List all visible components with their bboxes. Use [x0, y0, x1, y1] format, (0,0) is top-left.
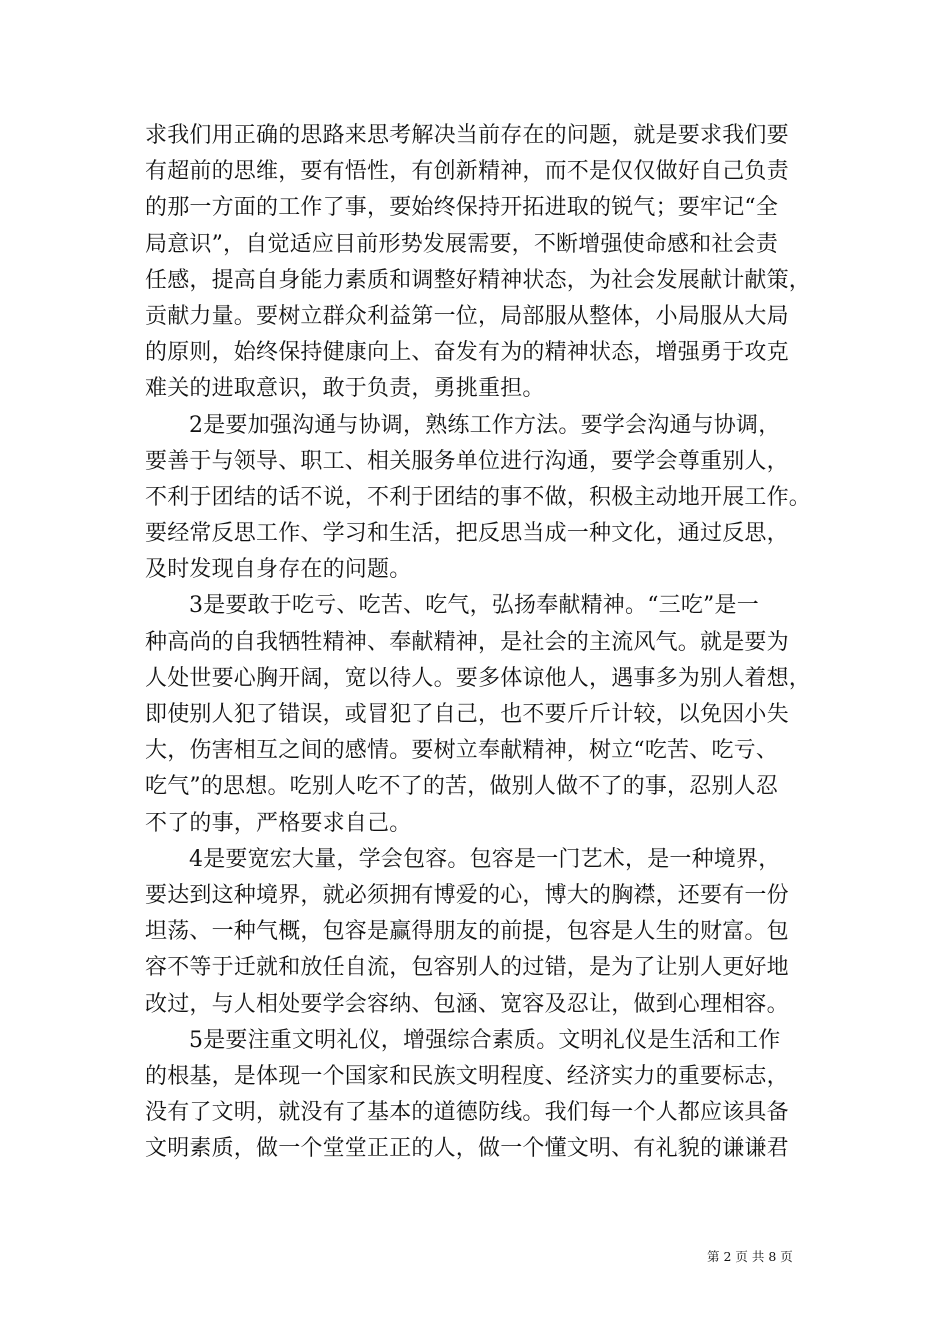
text-line: 没有了文明，就没有了基本的道德防线。我们每一个人都应该具备: [145, 1100, 789, 1126]
text-line: 不了的事，严格要求自己。: [145, 810, 412, 836]
text-line: 要经常反思工作、学习和生活，把反思当成一种文化，通过反思，: [145, 521, 789, 547]
text-line: 的那一方面的工作了事，要始终保持开拓进取的锐气；要牢记“全: [145, 195, 779, 221]
text-line: 文明素质，做一个堂堂正正的人，做一个懂文明、有礼貌的谦谦君: [145, 1136, 789, 1162]
text-line: 贡献力量。要树立群众利益第一位，局部服从整体，小局服从大局: [145, 303, 789, 329]
text-line: 大，伤害相互之间的感情。要树立奉献精神，树立“吃苦、吃亏、: [145, 738, 779, 764]
text-line: 难关的进取意识，敢于负责，勇挑重担。: [145, 376, 545, 402]
text-line: 人处世要心胸开阔，宽以待人。要多体谅他人，遇事多为别人着想，: [145, 665, 812, 691]
document-body: [145, 118, 812, 1167]
text-line: 及时发现自身存在的问题。: [145, 557, 412, 583]
paragraph-start-line: 4是要宽宏大量，学会包容。包容是一门艺术，是一种境界，: [189, 846, 781, 872]
text-line: 要善于与领导、职工、相关服务单位进行沟通，要学会尊重别人，: [145, 448, 789, 474]
text-line: 任感，提高自身能力素质和调整好精神状态，为社会发展献计献策，: [145, 267, 812, 293]
text-line: 有超前的思维，要有悟性，有创新精神，而不是仅仅做好自己负责: [145, 159, 789, 185]
paragraph-start-line: 5是要注重文明礼仪，增强综合素质。文明礼仪是生活和工作: [189, 1027, 781, 1053]
text-line: 容不等于迁就和放任自流，包容别人的过错，是为了让别人更好地: [145, 955, 789, 981]
text-line: 求我们用正确的思路来思考解决当前存在的问题，就是要求我们要: [145, 123, 789, 148]
paragraph-start-line: 2是要加强沟通与协调，熟练工作方法。要学会沟通与协调，: [189, 412, 781, 438]
text-line: 的根基，是体现一个国家和民族文明程度、经济实力的重要标志，: [145, 1063, 789, 1089]
paragraph-start-line: 3是要敢于吃亏、吃苦、吃气，弘扬奉献精神。“三吃”是一: [189, 593, 759, 619]
text-line: 局意识”，自觉适应目前形势发展需要，不断增强使命感和社会责: [145, 231, 779, 257]
text-line: 改过，与人相处要学会容纳、包涵、宽容及忍让，做到心理相容。: [145, 991, 789, 1017]
text-line: 坦荡、一种气概，包容是赢得朋友的前提，包容是人生的财富。包: [145, 919, 789, 945]
text-line: 不利于团结的话不说，不利于团结的事不做，积极主动地开展工作。: [145, 484, 812, 510]
text-line: 即使别人犯了错误，或冒犯了自己，也不要斤斤计较，以免因小失: [145, 702, 789, 727]
text-line: 吃气”的思想。吃别人吃不了的苦，做别人做不了的事，忍别人忍: [145, 774, 779, 800]
page-number-footer: 第 2 页 共 8 页: [707, 1249, 793, 1264]
text-line: 的原则，始终保持健康向上、奋发有为的精神状态，增强勇于攻克: [145, 340, 789, 366]
text-line: 种高尚的自我牺牲精神、奉献精神，是社会的主流风气。就是要为: [145, 629, 789, 655]
text-line: 要达到这种境界，就必须拥有博爱的心，博大的胸襟，还要有一份: [145, 882, 789, 908]
